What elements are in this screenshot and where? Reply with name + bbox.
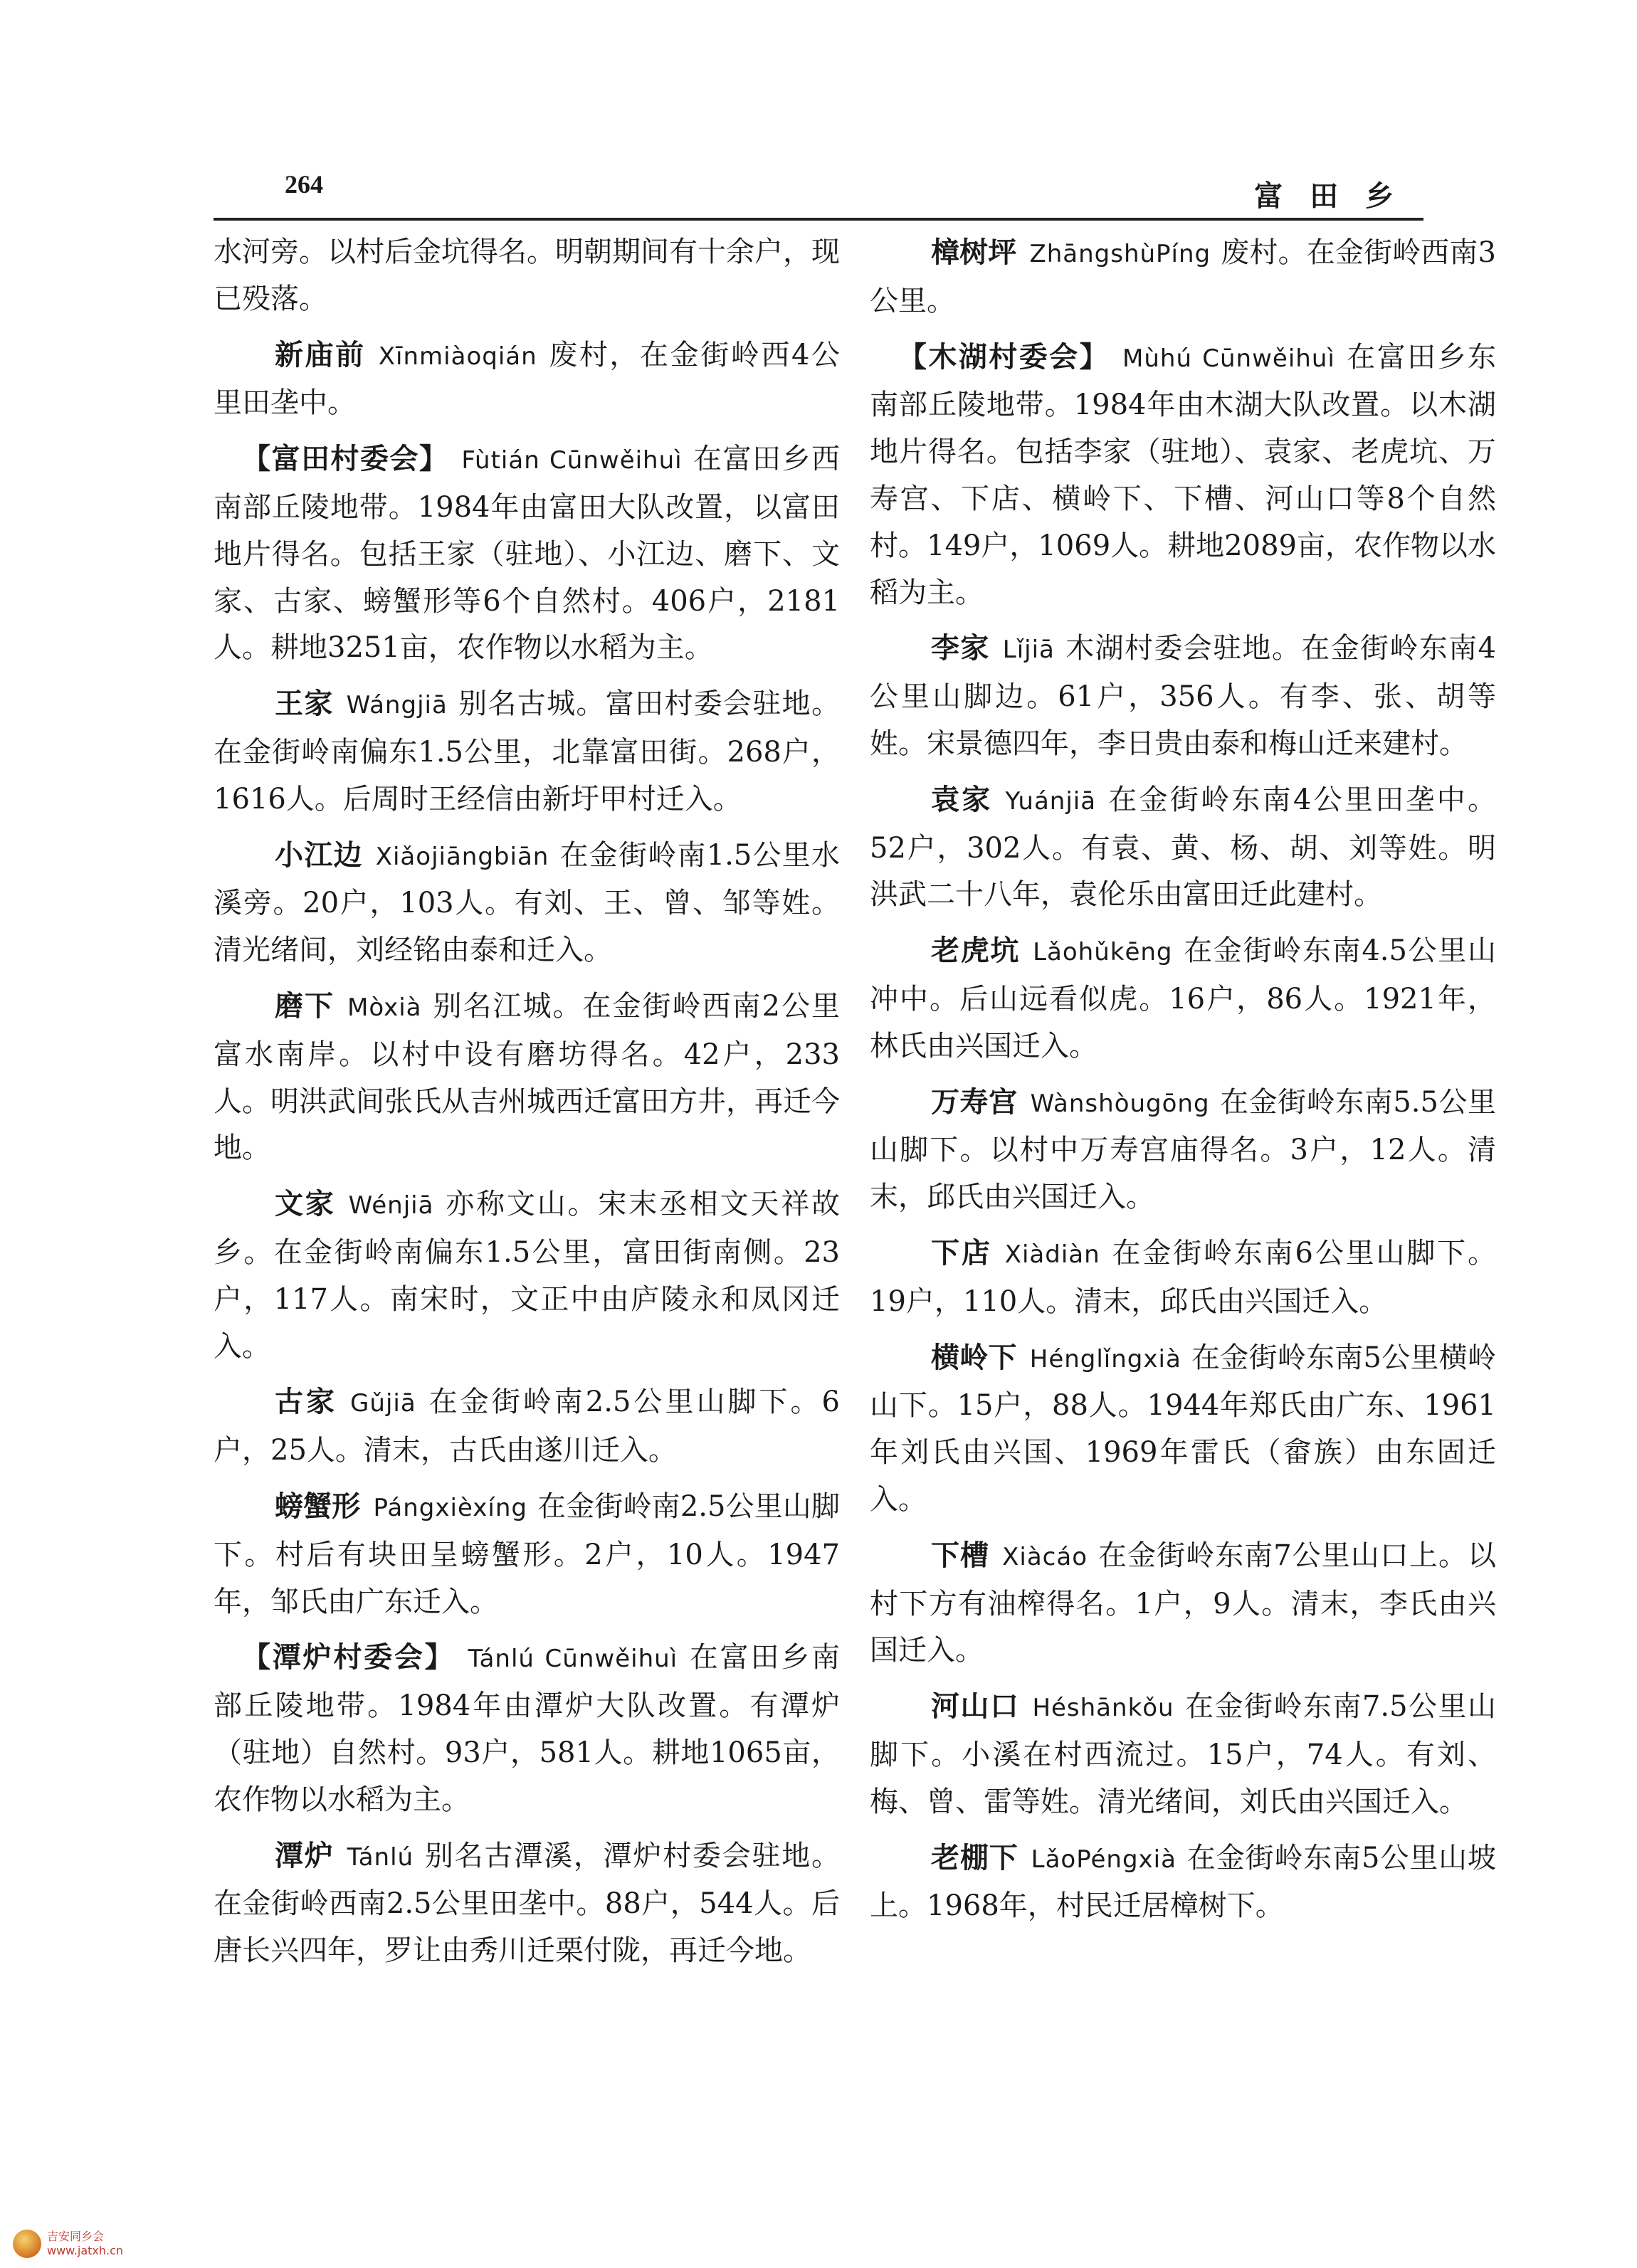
village-entry [214,1378,840,1475]
entry-text: 木湖村委会驻地。在金街岭东南4公里山脚边。61户，356人。有李、张、胡等姓。宋景德四年，李日贵由泰和梅山迁来建村。 [870,632,1497,760]
entry-name: 河山口 [931,1689,1020,1724]
entry-continuation [214,229,840,323]
entry-text: 在富田乡南部丘陵地带。1984年由潭炉大队改置。有潭炉（驻地）自然村。93户，581人。耕地1065亩，农作物以水稻为主。 [214,1641,841,1816]
entry-text: 在金街岭东南6公里山脚下。19户，110人。清末，邱氏由兴国迁入。 [870,1236,1497,1318]
entry-name: 李家 [931,631,990,665]
village-entry [214,1181,840,1370]
entry-pinyin: Gǔjiā [350,1389,416,1418]
entry-text: 废村，在金街岭西4公里田垄中。 [214,338,840,420]
entry-text: 别名江城。在金街岭西南2公里富水南岸。以村中设有磨坊得名。42户，233人。明洪武间张氏从吉州城西迁富田方井，再迁今地。 [214,989,841,1165]
left-column [214,229,840,1983]
village-entry [870,776,1496,919]
entry-text: 在金街岭东南7.5公里山脚下。小溪在村西流过。15户，74人。有刘、梅、曾、雷等姓。清光绪间，刘氏由兴国迁入。 [870,1690,1496,1818]
page-number: 264 [285,170,323,199]
entry-pinyin: Pángxièxíng [373,1493,527,1522]
committee-entry [214,436,840,672]
village-entry [870,625,1496,767]
entry-text: 废村。在金街岭西南3公里。 [870,236,1497,317]
watermark-title: 吉安同乡会 [47,2230,105,2243]
entry-text: 在金街岭南1.5公里水溪旁。20户，103人。有刘、王、曾、邹等姓。清光绪间，刘经铭由泰和迁入。 [214,838,840,967]
village-entry [870,1532,1496,1674]
entry-name: 王家 [275,687,334,721]
entry-pinyin: Wànshòugōng [1030,1089,1210,1118]
village-entry [214,1483,840,1625]
entry-name: 横岭下 [931,1340,1017,1374]
entry-name: 万寿宫 [931,1085,1018,1119]
entry-pinyin: Lǎohǔkēng [1033,938,1173,967]
entry-pinyin: Xiàcáo [1002,1542,1088,1571]
running-head: 富 田 乡 [1254,179,1402,213]
entry-text: 在金街岭东南5公里山坡上。1968年，村民迁居樟树下。 [870,1841,1497,1923]
entry-name: 磨下 [275,988,335,1023]
entry-text: 在金街岭东南4.5公里山冲中。后山远看似虎。16户，86人。1921年，林氏由兴国迁入。 [870,934,1497,1062]
entry-name: 樟树坪 [931,236,1017,269]
watermark [13,2230,123,2258]
committee-entry [214,1634,840,1823]
entry-pinyin: ZhāngshùPíng [1029,240,1211,268]
watermark-url: www.jatxh.cn [47,2244,124,2257]
entry-pinyin: Tánlú [347,1842,414,1872]
committee-entry [870,334,1496,617]
entry-text: 在金街岭南2.5公里山脚下。村后有块田呈螃蟹形。2户，10人。1947年，邹氏由广东迁入。 [214,1489,841,1618]
entry-name: 下店 [931,1235,992,1270]
entry-text: 亦称文山。宋末丞相文天祥故乡。在金街岭南偏东1.5公里，富田街南侧。23户，117人。南宋时，文正中由庐陵永和凤冈迁入。 [214,1188,841,1363]
entry-pinyin: Wénjiā [348,1191,434,1220]
entry-name: 文家 [275,1187,336,1221]
entry-pinyin: Hénglǐngxià [1029,1344,1181,1373]
village-entry [870,1230,1496,1326]
entry-pinyin: Mòxià [347,993,422,1022]
entry-name: 老虎坑 [931,934,1021,968]
entry-text: 在金街岭东南7公里山口上。以村下方有油榨得名。1户，9人。清末，李氏由兴国迁入。 [870,1539,1497,1667]
village-entry [870,1835,1496,1931]
watermark-logo-icon [13,2230,41,2258]
right-column [870,229,1496,1939]
entry-text: 在金街岭南2.5公里山脚下。6户，25人。清末，古氏由遂川迁入。 [214,1386,841,1467]
entry-name: 小江边 [275,838,363,872]
village-entry [870,229,1496,325]
entry-pinyin: LǎoPéngxià [1031,1845,1177,1874]
entry-text: 别名古城。富田村委会驻地。在金街岭南偏东1.5公里，北靠富田街。268户，1616人。后周时王经信由新圩甲村迁入。 [214,687,841,816]
entry-name: 【潭炉村委会】 [242,1640,456,1674]
entry-text: 在富田乡西南部丘陵地带。1984年由富田大队改置，以富田地片得名。包括王家（驻地）、小江边、磨下、文家、古家、螃蟹形等6个自然村。406户，2181人。耕地3251亩，农作物以水稻为主。 [214,443,841,665]
entry-name: 新庙前 [275,337,366,371]
entry-name: 【木湖村委会】 [898,339,1110,374]
entry-name: 潭炉 [275,1838,335,1872]
entry-text: 在金街岭东南4公里田垄中。52户，302人。有袁、黄、杨、胡、刘等姓。明洪武二十八年，袁伦乐由富田迁此建村。 [870,783,1497,912]
entry-name: 螃蟹形 [275,1489,361,1523]
village-entry [214,983,840,1172]
entry-text: 别名古潭溪，潭炉村委会驻地。在金街岭西南2.5公里田垄中。88户，544人。后唐长兴四年，罗让由秀川迁栗付陇，再迁今地。 [214,1839,841,1968]
entry-name: 古家 [275,1385,338,1419]
entry-pinyin: Lǐjiā [1002,635,1055,665]
entry-pinyin: Xīnmiàoqián [378,342,537,371]
entry-pinyin: Fùtián Cūnwěihuì [461,446,683,475]
entry-pinyin: Xiàdiàn [1004,1240,1100,1269]
village-entry [870,927,1496,1070]
entry-pinyin: Tánlú Cūnwěihuì [468,1645,678,1674]
village-entry [214,680,840,823]
entry-text: 在富田乡东南部丘陵地带。1984年由木湖大队改置。以木湖地片得名。包括李家（驻地）、袁家、老虎坑、万寿宫、下店、横岭下、下槽、河山口等8个自然村。149户，1069人。耕地2089亩，农作物以水稻为主。 [870,340,1497,609]
village-entry [214,1832,840,1975]
entry-pinyin: Mùhú Cūnwěihuì [1122,344,1335,373]
entry-name: 下槽 [931,1538,990,1572]
village-entry [214,832,840,974]
entry-pinyin: Yuánjiā [1005,786,1097,816]
entry-name: 【富田村委会】 [242,442,449,476]
entry-name: 老棚下 [931,1840,1018,1874]
village-entry [870,1683,1496,1825]
entry-text: 在金街岭东南5.5公里山脚下。以村中万寿宫庙得名。3户，12人。清末，邱氏由兴国迁入。 [870,1085,1496,1214]
entry-text: 在金街岭东南5公里横岭山下。15户，88人。1944年郑氏由广东、1961年刘氏由兴国、1969年雷氏（畲族）由东固迁入。 [870,1341,1496,1516]
header-rule [214,218,1423,221]
entry-text: 水河旁。以村后金坑得名。明朝期间有十余户，现已殁落。 [214,236,840,315]
entry-pinyin: Xiǎojiāngbiān [375,842,549,871]
entry-name: 袁家 [931,782,993,816]
village-entry [870,1079,1496,1221]
entry-pinyin: Wángjiā [346,691,448,720]
entry-pinyin: Héshānkǒu [1032,1694,1174,1723]
village-entry [870,1334,1496,1524]
village-entry [214,332,840,428]
